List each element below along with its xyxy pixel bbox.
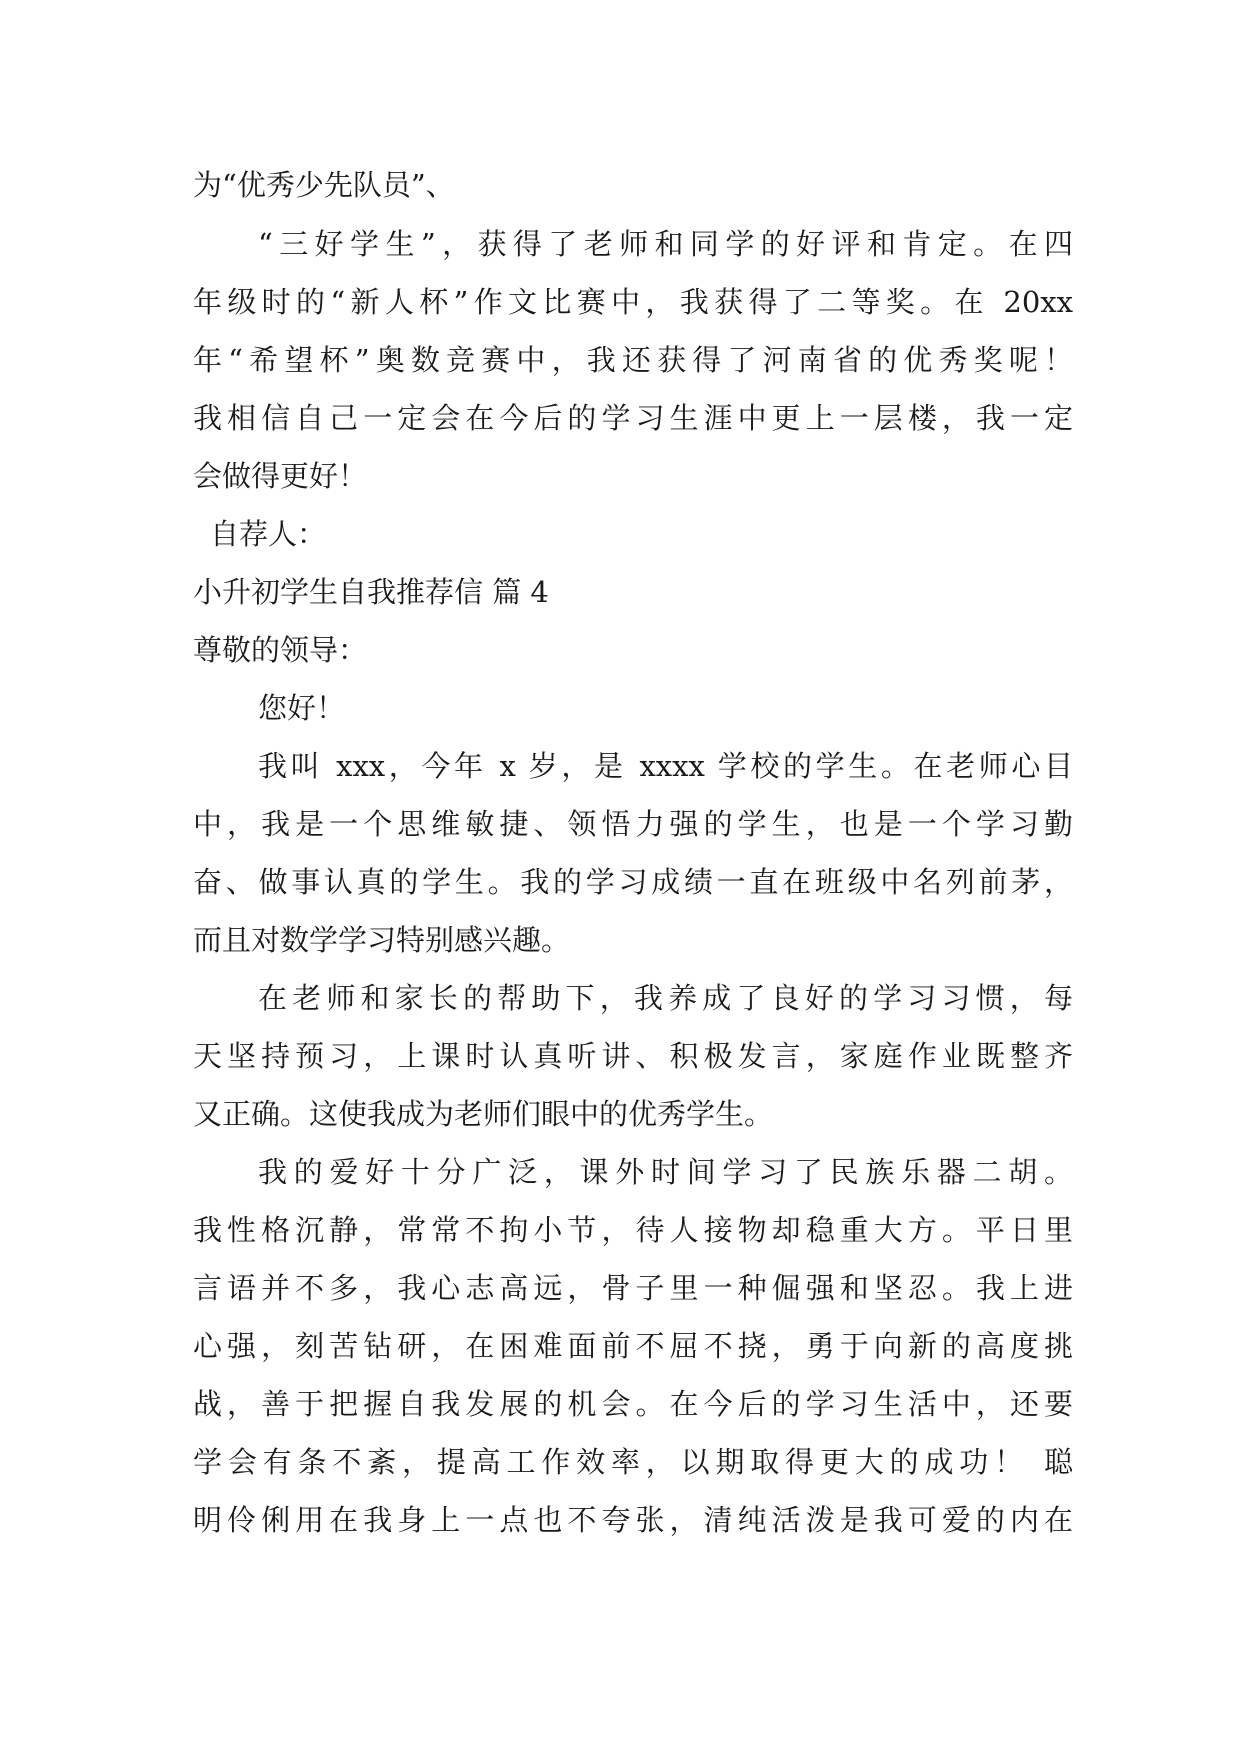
text-line-1: 为“优秀少先队员”、: [193, 168, 455, 202]
text-line-15: 在老师和家长的帮助下，我养成了良好的学习习惯，每: [258, 981, 1073, 1015]
text-line-21: 心强，刻苦钻研，在困难面前不屈不挠，勇于向新的高度挑: [193, 1329, 1073, 1363]
section-title: 小升初学生自我推荐信 篇 4: [193, 575, 549, 609]
text-line-24: 明伶俐用在我身上一点也不夸张，清纯活泼是我可爱的内在: [193, 1503, 1073, 1537]
greeting: 您好！: [258, 691, 346, 725]
text-line-14: 而且对数学学习特别感兴趣。: [193, 923, 571, 957]
text-line-22: 战，善于把握自我发展的机会。在今后的学习生活中，还要: [193, 1387, 1073, 1421]
text-line-12: 中，我是一个思维敏捷、领悟力强的学生，也是一个学习勤: [193, 807, 1073, 841]
text-line-19: 我性格沉静，常常不拘小节，待人接物却稳重大方。平日里: [193, 1213, 1073, 1247]
signature-label: 自荐人：: [210, 517, 327, 551]
salutation: 尊敬的领导：: [193, 633, 368, 667]
text-line-13: 奋、做事认真的学生。我的学习成绩一直在班级中名列前茅，: [193, 865, 1073, 899]
text-line-6: 会做得更好！: [193, 459, 368, 493]
text-line-18: 我的爱好十分广泛，课外时间学习了民族乐器二胡。: [258, 1155, 1073, 1189]
text-line-20: 言语并不多，我心志高远，骨子里一种倔强和坚忍。我上进: [193, 1271, 1073, 1305]
text-line-3: 年级时的“新人杯”作文比赛中，我获得了二等奖。在 20xx: [193, 285, 1073, 319]
text-line-17: 又正确。这使我成为老师们眼中的优秀学生。: [193, 1097, 774, 1131]
text-line-4: 年“希望杯”奥数竞赛中，我还获得了河南省的优秀奖呢！: [193, 343, 1073, 377]
text-line-11: 我叫 xxx，今年 x 岁，是 xxxx 学校的学生。在老师心目: [258, 749, 1073, 783]
text-line-2: “三好学生”，获得了老师和同学的好评和肯定。在四: [258, 227, 1073, 261]
text-line-23: 学会有条不紊，提高工作效率，以期取得更大的成功！ 聪: [193, 1445, 1073, 1479]
text-line-5: 我相信自己一定会在今后的学习生涯中更上一层楼，我一定: [193, 401, 1073, 435]
text-line-16: 天坚持预习，上课时认真听讲、积极发言，家庭作业既整齐: [193, 1039, 1073, 1073]
